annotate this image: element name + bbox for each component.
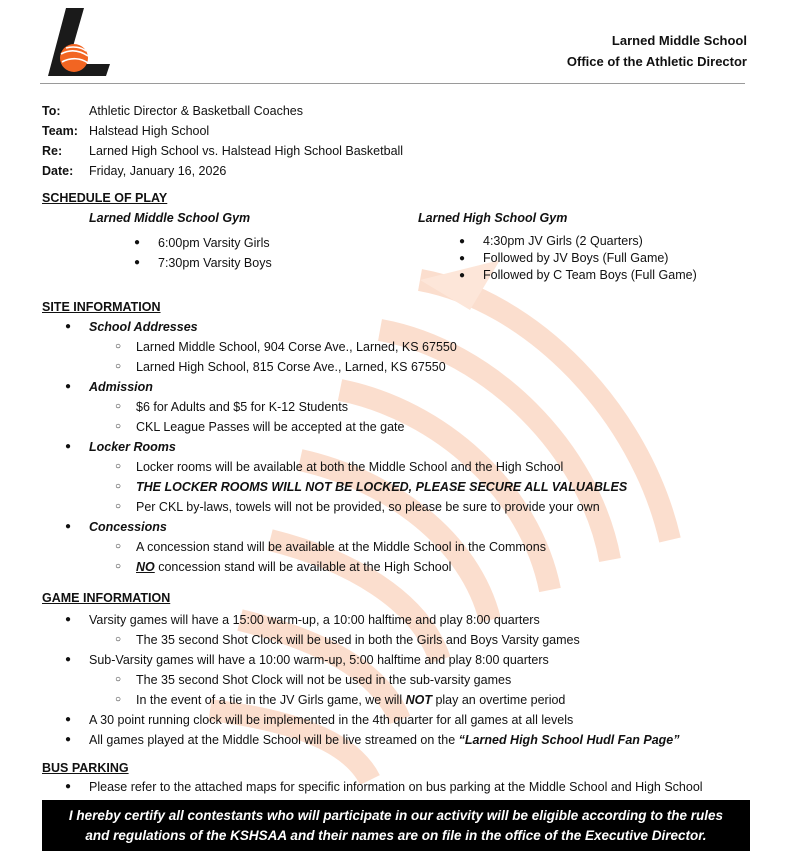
locker-warning: THE LOCKER ROOMS WILL NOT BE LOCKED, PLEASE SECURE ALL VALUABLES bbox=[136, 480, 628, 494]
school-logo-icon bbox=[44, 6, 110, 76]
admission-heading: Admission bbox=[89, 380, 153, 394]
running-clock: A 30 point running clock will be implemented in the 4th quarter for all games at all levels bbox=[89, 713, 574, 727]
admission-passes: CKL League Passes will be accepted at the gate bbox=[136, 420, 405, 434]
list-item: 7:30pm Varsity Boys bbox=[158, 256, 272, 270]
address-middle-school: Larned Middle School, 904 Corse Ave., Larned, KS 67550 bbox=[136, 340, 457, 354]
concessions-high-school: NO concession stand will be available at the High School bbox=[136, 560, 452, 574]
header-divider bbox=[40, 83, 745, 84]
admission-price: $6 for Adults and $5 for K-12 Students bbox=[136, 400, 348, 414]
right-gym-title: Larned High School Gym bbox=[418, 211, 568, 225]
list-item: 6:00pm Varsity Girls bbox=[158, 236, 270, 250]
locker-availability: Locker rooms will be available at both the Middle School and the High School bbox=[136, 460, 564, 474]
live-stream: All games played at the Middle School will be live streamed on the “Larned High School Hudl Fan Page” bbox=[89, 733, 680, 747]
certification-line-2: and regulations of the KSHSAA and their names are on file in the office of the Executive Director. bbox=[85, 828, 707, 843]
locker-towels: Per CKL by-laws, towels will not be provided, so please be sure to provide your own bbox=[136, 500, 600, 514]
site-title: SITE INFORMATION bbox=[42, 300, 161, 314]
left-gym-list: ● 6:00pm Varsity Girls ● 7:30pm Varsity Boys bbox=[134, 236, 272, 270]
re-label: Re: bbox=[42, 144, 63, 158]
addresses-heading: School Addresses bbox=[89, 320, 198, 334]
certification-banner bbox=[42, 800, 750, 851]
bus-list: ● Please refer to the attached maps for specific information on bus parking at the Middle School and High School bbox=[42, 777, 762, 797]
office-name: Office of the Athletic Director bbox=[566, 54, 747, 69]
to-value: Athletic Director & Basketball Coaches bbox=[89, 104, 303, 118]
memo-block bbox=[42, 101, 403, 181]
team-label: Team: bbox=[42, 124, 78, 138]
date-label: Date: bbox=[42, 164, 74, 178]
list-item: Followed by JV Boys (Full Game) bbox=[483, 251, 669, 265]
concessions-no-emphasis: NO bbox=[136, 560, 155, 574]
schedule-title: SCHEDULE OF PLAY bbox=[42, 191, 168, 205]
varsity-shot-clock: The 35 second Shot Clock will be used in both the Girls and Boys Varsity games bbox=[136, 633, 580, 647]
header bbox=[567, 30, 747, 72]
sub-varsity-shot-clock: The 35 second Shot Clock will not be used in the sub-varsity games bbox=[136, 673, 512, 687]
school-name: Larned Middle School bbox=[611, 33, 747, 48]
certification-line-1: I hereby certify all contestants who will participate in our activity will be eligible according to the rules bbox=[68, 808, 724, 823]
to-label: To: bbox=[42, 104, 61, 118]
not-emphasis: NOT bbox=[405, 693, 432, 707]
concessions-heading: Concessions bbox=[89, 520, 167, 534]
bus-parking-note: Please refer to the attached maps for specific information on bus parking at the Middle School and High School bbox=[89, 780, 703, 794]
left-gym-title: Larned Middle School Gym bbox=[89, 211, 251, 225]
list-item: 4:30pm JV Girls (2 Quarters) bbox=[483, 234, 643, 248]
re-value: Larned High School vs. Halstead High School Basketball bbox=[89, 144, 404, 158]
jv-girls-overtime: In the event of a tie in the JV Girls game, we will NOT play an overtime period bbox=[136, 693, 566, 707]
bus-title: BUS PARKING bbox=[42, 761, 129, 775]
varsity-format: Varsity games will have a 15:00 warm-up, a 10:00 halftime and play 8:00 quarters bbox=[89, 613, 540, 627]
concessions-middle-school: A concession stand will be available at the Middle School in the Commons bbox=[136, 540, 546, 554]
game-title: GAME INFORMATION bbox=[42, 591, 171, 605]
date-value: Friday, January 16, 2026 bbox=[89, 164, 227, 178]
list-item: Followed by C Team Boys (Full Game) bbox=[483, 268, 697, 282]
address-high-school: Larned High School, 815 Corse Ave., Larned, KS 67550 bbox=[136, 360, 446, 374]
site-info-list: ● School Addresses ○ Larned Middle School, 904 Corse Ave., Larned, KS 67550 ○ Larned High School, 815 Corse Ave., Larned, KS 67550 ● Admission ○ $6 for Adults and $5 for K-12 Students ○ CKL League Passes will be accepted at the gate ● Locker Rooms ○ Locker rooms will be available at both the Middle School and the High School ○ THE LOCKER ROOMS WILL NOT BE LOCKED, PLEASE SECURE ALL VALUABLES ○ Per CKL by-laws, towels will not be provided, so please be sure to provide your own ● Concessions ○ A concession stand will be available at the Middle School in the Commons ○ NO concession stand will be available at the High School bbox=[42, 317, 762, 577]
locker-heading: Locker Rooms bbox=[89, 440, 176, 454]
game-info-list: ● Varsity games will have a 15:00 warm-up, a 10:00 halftime and play 8:00 quarters ○ The 35 second Shot Clock will be used in both the Girls and Boys Varsity games ● Sub-Varsity games will have a 10:00 warm-up, 5:00 halftime and play 8:00 quarters ○ The 35 second Shot Clock will not be used in the sub-varsity games ○ In the event of a tie in the JV Girls game, we will NOT play an overtime period ● A 30 point running clock will be implemented in the 4th quarter for all games at all levels ● All games played at the Middle School will be live streamed on the “Larned High School Hudl Fan Page” bbox=[42, 610, 762, 750]
hudl-fan-page: “Larned High School Hudl Fan Page” bbox=[458, 733, 680, 747]
sub-varsity-format: Sub-Varsity games will have a 10:00 warm-up, 5:00 halftime and play 8:00 quarters bbox=[89, 653, 549, 667]
team-value: Halstead High School bbox=[89, 124, 210, 138]
right-gym-list: ● 4:30pm JV Girls (2 Quarters) ● Followed by JV Boys (Full Game) ● Followed by C Team Boys (Full Game) bbox=[459, 234, 697, 282]
